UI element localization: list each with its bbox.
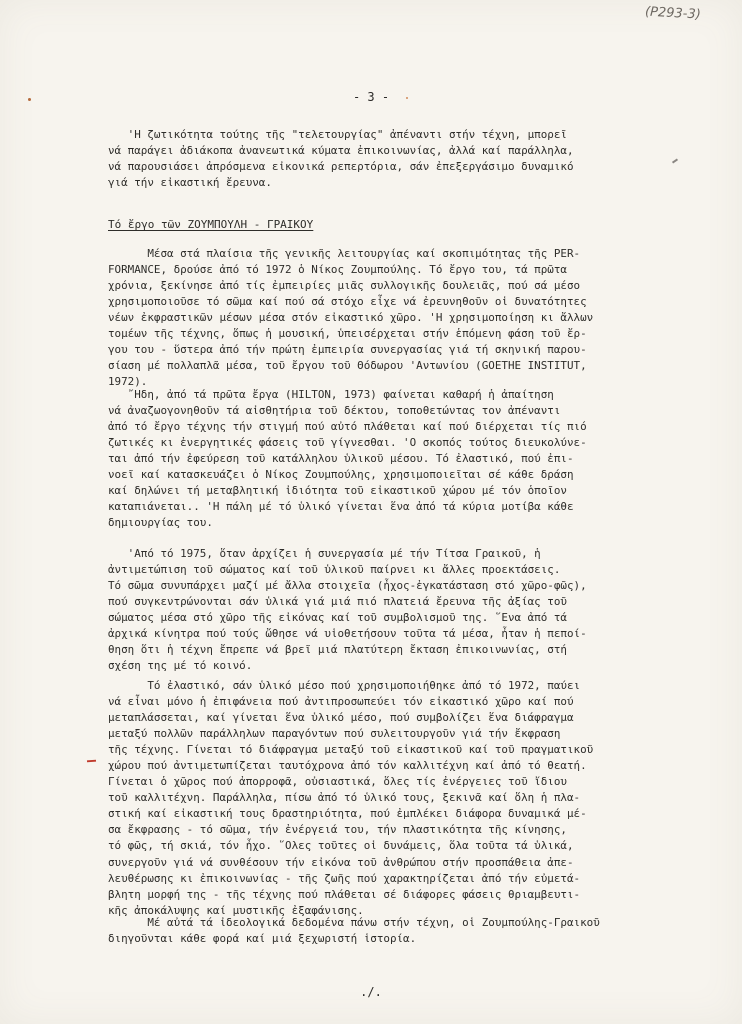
red-margin-mark <box>87 760 96 763</box>
continuation-mark: ./. <box>360 985 382 999</box>
page-number: - 3 - <box>352 90 390 104</box>
pencil-tick-mark <box>672 158 678 163</box>
paragraph: 'Από τό 1975, ὅταν ἀρχίζει ἡ συνεργασία μέ τήν Τίτσα Γραικοῦ, ἡ ἀντιμετώπιση τοῦ σώματος καί τοῦ ὑλικοῦ παίρνει κι ἄλλες προεκτάσεις. Τό σῶμα συνυπάρχει μαζί μέ ἄλλα στοιχεῖα (ἦχος-ἐγκατάσταση στό χῶρο-φῶς), πού συγκεντρώνονται σάν ὑλικά γιά μιά πιό πλατειά ἔρευνα τῆς ἀξίας τοῦ σώματος μέσα στό χῶρο τῆς εἰκόνας καί τοῦ συμβολισμοῦ της. ῞Ενα ἀπό τά ἀρχικά κίνητρα πού τούς ὤθησε νά υἱοθετήσουν τοῦτα τά μέσα, ἦταν ἡ πεποί- θηση ὅτι ἡ τέχνη ἔπρεπε νά βρεῖ μιά πλατύτερη ἔκταση ἐπικοινωνίας, στή σχέση της μέ τό κοινό. <box>108 547 587 673</box>
paragraph: Τό ἐλαστικό, σάν ὑλικό μέσο πού χρησιμοποιήθηκε ἀπό τό 1972, παύει νά εἶναι μόνο ἡ ἐπιφάνεια πού ἀντιπροσωπεύει τόν εἰκαστικό χῶρο καί πού μεταπλάσσεται, καί γίνεται ἕνα ὑλικό μέσο, πού συμβολίζει ἕνα διάφραγμα μεταξύ πολλῶν παράλληλων παραγόντων πού συλειτουργοῦν γιά τήν ἔκφραση τῆς τέχνης. Γίνεται τό διάφραγμα μεταξύ τοῦ εἰκαστικοῦ καί τοῦ πραγματικοῦ χώρου πού ἀντιμετωπίζεται ταυτόχρονα ἀπό τόν καλλιτέχνη καί ἀπό τό θεατή. Γίνεται ὁ χῶρος πού ἀπορροφᾶ, οὐσιαστικά, ὅλες τίς ἐνέργειες τοῦ ἴδιου τοῦ καλλιτέχνη. Παράλληλα, πίσω ἀπό τό ὑλικό τους, ξεκινᾶ καί ὅλη ἡ πλα- στική καί εἰκαστική τους δραστηριότητα, πού ἐμπλέκει διάφορα δυναμικά μέ- σα ἔκφρασης - τό σῶμα, τήν ἐνέργειά του, τήν πλαστικότητα τῆς κίνησης, τό φῶς, τή σκιά, τόν ἦχο. ῞Ολες τοῦτες οἱ δυνάμεις, ὅλα τοῦτα τά ὑλικά, συνεργοῦν γιά νά συνθέσουν τήν εἰκόνα τοῦ ἀνθρώπου στήν προσπάθεια ἀπε- λευθέρωσης κι ἐπικοινωνίας - τῆς ζωῆς πού χαρακτηρίζεται ἀπό τήν εὐμετά- βλητη μορφή της - τῆς τέχνης πού πλάθεται σέ διάφορες φάσεις θριαμβευτι- κῆς ἀποκάλυψης καί μυστικῆς ἐξαφάνισης. <box>108 679 594 917</box>
paragraph: ῎Ηδη, ἀπό τά πρῶτα ἔργα (HILTON, 1973) φαίνεται καθαρή ἡ ἀπαίτηση νά ἀναζωογονηθοῦν τά αἰσθητήρια τοῦ δέκτου, τοποθετώντας τον ἀπέναντι ἀπό τό ἔργο τέχνης τήν στιγμή πού αὐτό πλάθεται καί πού διέρχεται τίς πιό ζωτικές κι ἐνεργητικές φάσεις τοῦ γίγνεσθαι. 'Ο σκοπός τούτος διευκολύνε- ται ἀπό τήν ἐφεύρεση τοῦ κατάλληλου ὑλικοῦ μέσου. Τό ἐλαστικό, πού ἐπι- νοεῖ καί κατασκευάζει ὁ Νίκος Ζουμπούλης, χρησιμοποιεῖται σέ κάθε δράση καί δηλώνει τή μεταβλητική ἰδιότητα τοῦ εἰκαστικοῦ χώρου μέ τόν ὁποῖον καταπιάνεται.. 'Η πάλη μέ τό ὑλικό γίνεται ἕνα ἀπό τά κύρια μοτίβα κάθε δημιουργίας του. <box>108 388 587 530</box>
reference-note: (P293-3) <box>644 4 702 23</box>
paragraph: Μέ αὐτά τά ἰδεολογικά δεδομένα πάνω στήν τέχνη, οἱ Ζουμπούλης-Γραικοῦ διηγοῦνται κάθε φορά καί μιά ξεχωριστή ἱστορία. <box>108 916 600 946</box>
section-heading: Τό ἔργο τῶν ΖΟΥΜΠΟΥΛΗ - ΓΡΑΙΚΟΥ <box>108 218 314 231</box>
paragraph: 'Η ζωτικότητα τούτης τῆς "τελετουργίας" ἀπέναντι στήν τέχνη, μπορεῖ νά παράγει ἀδιάκοπα ἀνανεωτικά κύματα ἐπικοινωνίας, ἀλλά καί παράλληλα, νά παρουσιάσει ἀπρόσμενα εἰκονικά ρεπερτόρια, σάν ἐπεξεργάσιμο δυναμικό γιά τήν εἰκαστική ἔρευνα. <box>108 128 574 190</box>
paragraph: Μέσα στά πλαίσια τῆς γενικῆς λειτουργίας καί σκοπιμότητας τῆς PER- FORMANCE, δρούσε ἀπό τό 1972 ὁ Νίκος Ζουμπούλης. Τό ἔργο του, τά πρῶτα χρόνια, ξεκίνησε ἀπό τίς ἐμπειρίες μιᾶς συλλογικῆς δουλειᾶς, πού σά μέσο χρησιμοποιοῦσε τό σῶμα καί πού σά στόχο εἶχε νά ἐρευνηθοῦν οἱ δυνατότητες νέων ἐκφραστικῶν μέσων μέσα στόν εἰκαστικό χῶρο. 'Η χρησιμοποίηση κι ἄλλων τομέων τῆς τέχνης, ὅπως ἡ μουσική, ὑπεισέρχεται στήν ἑπόμενη φάση τοῦ ἔρ- γου του - ὕστερα ἀπό τήν πρώτη ἐμπειρία συνεργασίας γιά τή σκηνική παρου- σίαση μέ πολλαπλᾶ μέσα, τοῦ ἔργου τοῦ Θόδωρου 'Αντωνίου (GOETHE INSTITUT, 1972). <box>108 247 594 389</box>
